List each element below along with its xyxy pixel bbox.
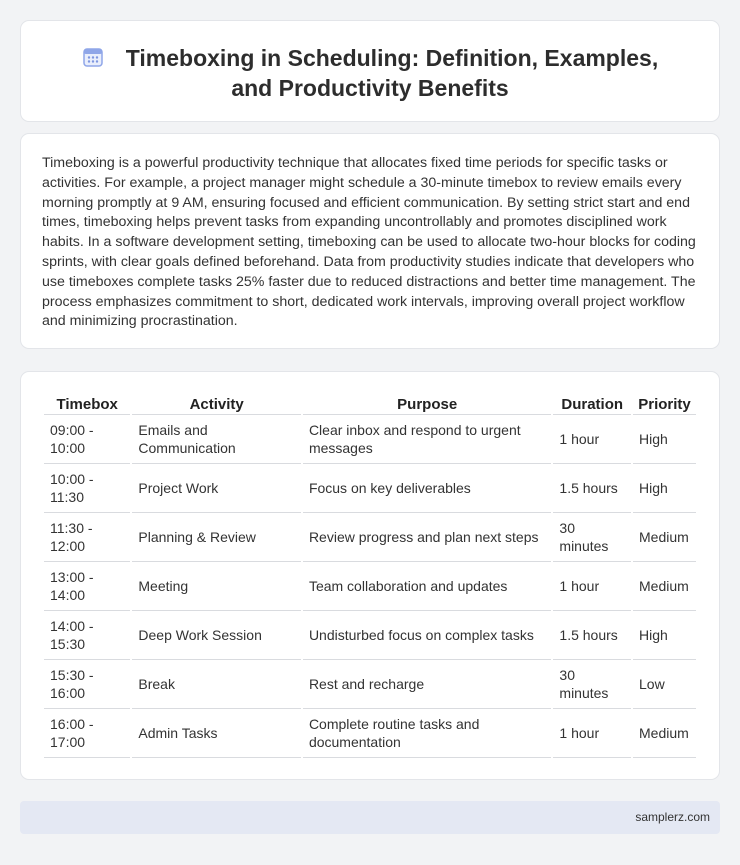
cell-duration: 1 hour — [553, 415, 631, 464]
cell-purpose: Rest and recharge — [303, 660, 551, 709]
cell-timebox: 13:00 - 14:00 — [44, 562, 130, 611]
table-row — [44, 709, 696, 758]
cell-activity: Break — [132, 660, 301, 709]
cell-priority: High — [633, 611, 696, 660]
table-row — [44, 660, 696, 709]
page-title-text: Timeboxing in Scheduling: Definition, Examples, and Productivity Benefits — [125, 45, 659, 101]
cell-priority: Medium — [633, 562, 696, 611]
cell-purpose: Complete routine tasks and documentation — [303, 709, 551, 758]
cell-duration: 1.5 hours — [553, 464, 631, 513]
cell-purpose: Review progress and plan next steps — [303, 513, 551, 562]
calendar-icon — [82, 46, 104, 68]
cell-activity: Planning & Review — [132, 513, 301, 562]
cell-activity: Meeting — [132, 562, 301, 611]
header-purpose: Purpose — [303, 391, 551, 415]
table-row — [44, 464, 696, 513]
header-card — [20, 20, 720, 122]
intro-card — [20, 133, 720, 349]
cell-timebox: 10:00 - 11:30 — [44, 464, 130, 513]
cell-duration: 30 minutes — [553, 660, 631, 709]
timebox-table — [42, 391, 698, 758]
cell-priority: High — [633, 464, 696, 513]
table-row — [44, 611, 696, 660]
cell-timebox: 14:00 - 15:30 — [44, 611, 130, 660]
table-header-row — [44, 391, 696, 415]
cell-duration: 30 minutes — [553, 513, 631, 562]
header-priority: Priority — [633, 391, 696, 415]
cell-duration: 1.5 hours — [553, 611, 631, 660]
table-card — [20, 371, 720, 780]
header-duration: Duration — [553, 391, 631, 415]
cell-priority: Medium — [633, 513, 696, 562]
cell-timebox: 16:00 - 17:00 — [44, 709, 130, 758]
cell-duration: 1 hour — [553, 562, 631, 611]
cell-purpose: Focus on key deliverables — [303, 464, 551, 513]
cell-timebox: 15:30 - 16:00 — [44, 660, 130, 709]
cell-priority: High — [633, 415, 696, 464]
table-row — [44, 513, 696, 562]
cell-timebox: 11:30 - 12:00 — [44, 513, 130, 562]
table-row — [44, 415, 696, 464]
table-row — [44, 562, 696, 611]
cell-activity: Project Work — [132, 464, 301, 513]
cell-duration: 1 hour — [553, 709, 631, 758]
page-title — [61, 43, 679, 103]
cell-priority: Medium — [633, 709, 696, 758]
cell-purpose: Undisturbed focus on complex tasks — [303, 611, 551, 660]
cell-purpose: Clear inbox and respond to urgent messages — [303, 415, 551, 464]
header-timebox: Timebox — [44, 391, 130, 415]
cell-activity: Deep Work Session — [132, 611, 301, 660]
cell-activity: Emails and Communication — [132, 415, 301, 464]
cell-purpose: Team collaboration and updates — [303, 562, 551, 611]
footer-site-link[interactable]: samplerz.com — [635, 810, 710, 824]
header-activity: Activity — [132, 391, 301, 415]
intro-paragraph: Timeboxing is a powerful productivity technique that allocates fixed time periods for specific tasks or activities. For example, a project manager might schedule a 30-minute timebox to review emails every morning promptly at 9 AM, ensuring focused and efficient communication. By setting strict start and end times, timeboxing helps prevent tasks from expanding uncontrollably and promotes disciplined work habits. In a software development setting, timeboxing can be used to allocate two-hour blocks for coding sprints, with clear goals defined beforehand. Data from productivity studies indicate that developers who use timeboxes complete tasks 25% faster due to reduced distractions and better time management. The process emphasizes commitment to short, dedicated work intervals, improving overall project workflow and minimizing procrastination. — [42, 155, 696, 330]
cell-activity: Admin Tasks — [132, 709, 301, 758]
cell-timebox: 09:00 - 10:00 — [44, 415, 130, 464]
footer-bar — [20, 801, 720, 834]
cell-priority: Low — [633, 660, 696, 709]
